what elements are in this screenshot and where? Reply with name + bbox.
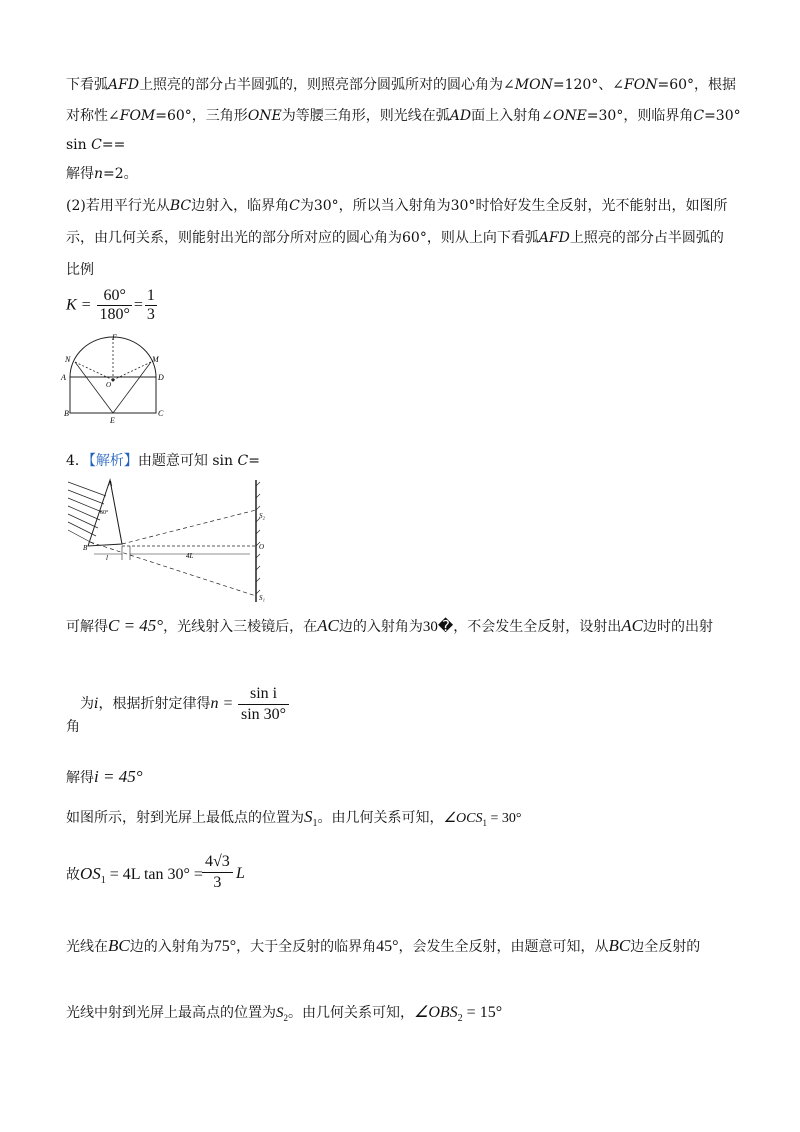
sol-line2b: [66, 717, 80, 737]
formula: i = 45°: [94, 767, 143, 786]
text: =2。: [103, 166, 138, 182]
denominator: sin 30°: [241, 706, 287, 723]
text: ，根据折射定律得: [98, 696, 211, 712]
var: C: [91, 137, 102, 153]
para1-line2: [66, 106, 741, 126]
subscript: 1: [100, 874, 106, 886]
label-f: F: [112, 333, 117, 342]
refracted-ray: [110, 480, 122, 544]
sol-line6: [66, 935, 700, 958]
para1-line4: [66, 164, 138, 184]
para2-line3: [66, 260, 94, 280]
label-b: B: [83, 544, 88, 552]
var: C: [237, 453, 249, 469]
var: BC: [108, 936, 130, 955]
subscript: 2: [457, 1012, 463, 1024]
k-formula: [66, 287, 159, 324]
text: (2)若用平行光从: [66, 198, 170, 214]
equals: =: [133, 296, 143, 314]
var: S: [304, 807, 313, 826]
var: AFD: [108, 77, 140, 93]
var: ONE: [247, 108, 282, 124]
var: AD: [449, 108, 472, 124]
text: 解得: [66, 166, 94, 182]
text: 边的入射角为: [338, 619, 423, 635]
label-e: E: [110, 416, 115, 424]
formula: ∠OBS: [414, 1004, 458, 1021]
ray-to-s1: [90, 542, 256, 596]
value: 75°: [213, 938, 237, 955]
text: 。由几何关系可知，: [288, 1005, 414, 1021]
numerator: sin i: [238, 684, 289, 705]
label-a: A: [61, 373, 66, 382]
text: ，会发生全反射，由题意可知，从: [398, 939, 609, 955]
text: =: [248, 453, 260, 469]
text: 由题意可知 sin: [137, 453, 238, 469]
distance-label: 4L: [186, 552, 194, 560]
sol-line5: [66, 863, 203, 892]
text: =120°、∠: [552, 77, 625, 93]
ray-em: [113, 362, 151, 413]
text: 光线在: [66, 939, 108, 955]
para1-line1: [66, 75, 736, 95]
fraction: [145, 287, 157, 324]
var: FOM: [119, 108, 156, 124]
denominator: 180°: [99, 306, 130, 323]
text: 边的入射角为: [129, 939, 214, 955]
text: 故: [66, 867, 80, 883]
text: 角: [66, 719, 80, 735]
sol-line3: [66, 766, 143, 789]
k-lhs: K =: [66, 296, 92, 314]
text: 对称性∠: [66, 108, 120, 124]
var: C: [693, 108, 705, 124]
var: i: [94, 696, 99, 712]
label-a: A: [108, 480, 113, 488]
text: ，光线射入三棱镜后，在: [163, 619, 318, 635]
text: 面上入射角∠: [471, 108, 553, 124]
text: =30°: [704, 108, 741, 124]
var: n: [94, 166, 104, 182]
numerator: 1: [146, 287, 155, 304]
center-point: [112, 379, 115, 382]
length-label: l: [106, 554, 108, 562]
var: BC: [169, 198, 192, 214]
var: ONE: [552, 108, 587, 124]
text: =30°，则临界角: [586, 108, 694, 124]
var: MON: [514, 77, 553, 93]
para2-line2: [66, 228, 724, 248]
label-d: D: [158, 373, 164, 382]
denominator: 3: [146, 306, 155, 323]
text: 解得: [66, 770, 94, 786]
text: 为等腰三角形，则光线在弧: [281, 108, 450, 124]
sol-line2: [80, 694, 233, 714]
subscript: 2: [283, 1012, 288, 1023]
text: ，不会发生全反射，设射出: [453, 619, 622, 635]
analysis-tag: 【解析】: [88, 453, 138, 469]
var: S: [276, 1005, 284, 1021]
text: 边射入，临界角: [191, 198, 290, 214]
prism-figure: [64, 474, 276, 604]
subscript: 1: [482, 817, 487, 828]
angle-label: 60°: [100, 510, 109, 516]
formula-lhs: n =: [210, 695, 234, 712]
formula: C = 45°: [108, 616, 164, 635]
text: ，大于全反射的临界角: [236, 939, 377, 955]
text: 边全反射的: [630, 939, 701, 955]
formula: = 30°: [487, 811, 522, 826]
numerator: 4√3: [202, 852, 233, 873]
numerator: 60°: [97, 287, 131, 306]
var-l: L: [236, 865, 245, 882]
var: BC: [608, 936, 631, 955]
fraction: [97, 287, 131, 324]
subscript: 1: [312, 817, 318, 829]
text: sin: [66, 137, 92, 153]
label-s1: S₁: [259, 594, 265, 602]
text: =60°，三角形: [155, 108, 248, 124]
para1-line3: [66, 135, 125, 155]
label-o: O: [106, 381, 112, 389]
text: 上照亮的部分占半圆弧的，则照亮部分圆弧所对的圆心角为∠: [139, 77, 515, 93]
var: OS: [80, 864, 101, 883]
text: 下看弧: [66, 77, 108, 93]
text: 光线中射到光屏上最高点的位置为: [66, 1005, 276, 1021]
label-c: C: [158, 409, 164, 418]
text: =60°，根据: [657, 77, 737, 93]
text: 可解得: [66, 619, 108, 635]
text: 。由几何关系可知，: [317, 810, 444, 826]
label-n: N: [65, 355, 71, 364]
text: 比例: [66, 262, 94, 278]
sol-line1: [66, 615, 713, 638]
denominator: 3: [213, 874, 222, 891]
q4-line: [66, 451, 260, 471]
value: 30�: [422, 619, 454, 635]
rectangle-bcda: [70, 377, 156, 413]
formula: = 4L tan 30° =: [105, 866, 203, 883]
text: 为30°，所以当入射角为30°时恰好发生全反射，光不能射出，如图所: [299, 198, 728, 214]
var: FON: [624, 77, 658, 93]
label-o: O: [259, 543, 265, 551]
var: AC: [621, 616, 643, 635]
var: C: [289, 198, 300, 214]
label-b: B: [64, 409, 69, 418]
text: 上照亮的部分占半圆弧的: [569, 230, 724, 246]
semicircle-figure: [60, 332, 170, 424]
question-number: 4．: [66, 453, 89, 469]
os1-fraction: [202, 852, 233, 893]
text: 示，由几何关系，则能射出光的部分所对应的圆心角为60°，则从上向下看弧: [66, 230, 539, 246]
text: 边时的出射: [642, 619, 713, 635]
label-s2: S₂: [259, 512, 265, 520]
para2-line1: [66, 196, 727, 216]
var: AFD: [538, 230, 570, 246]
sol-line7: [66, 1002, 502, 1030]
snell-fraction: [238, 684, 289, 725]
text: ==: [101, 137, 126, 153]
ray-to-s2: [122, 510, 256, 544]
formula: ∠OCS: [443, 811, 483, 826]
sol-line4: [66, 806, 522, 835]
text: 如图所示，射到光屏上最低点的位置为: [66, 810, 304, 826]
value: 45°: [376, 938, 399, 955]
var: AC: [317, 616, 339, 635]
text: 为: [80, 696, 94, 712]
formula: = 15°: [462, 1004, 503, 1021]
label-m: M: [152, 355, 159, 364]
